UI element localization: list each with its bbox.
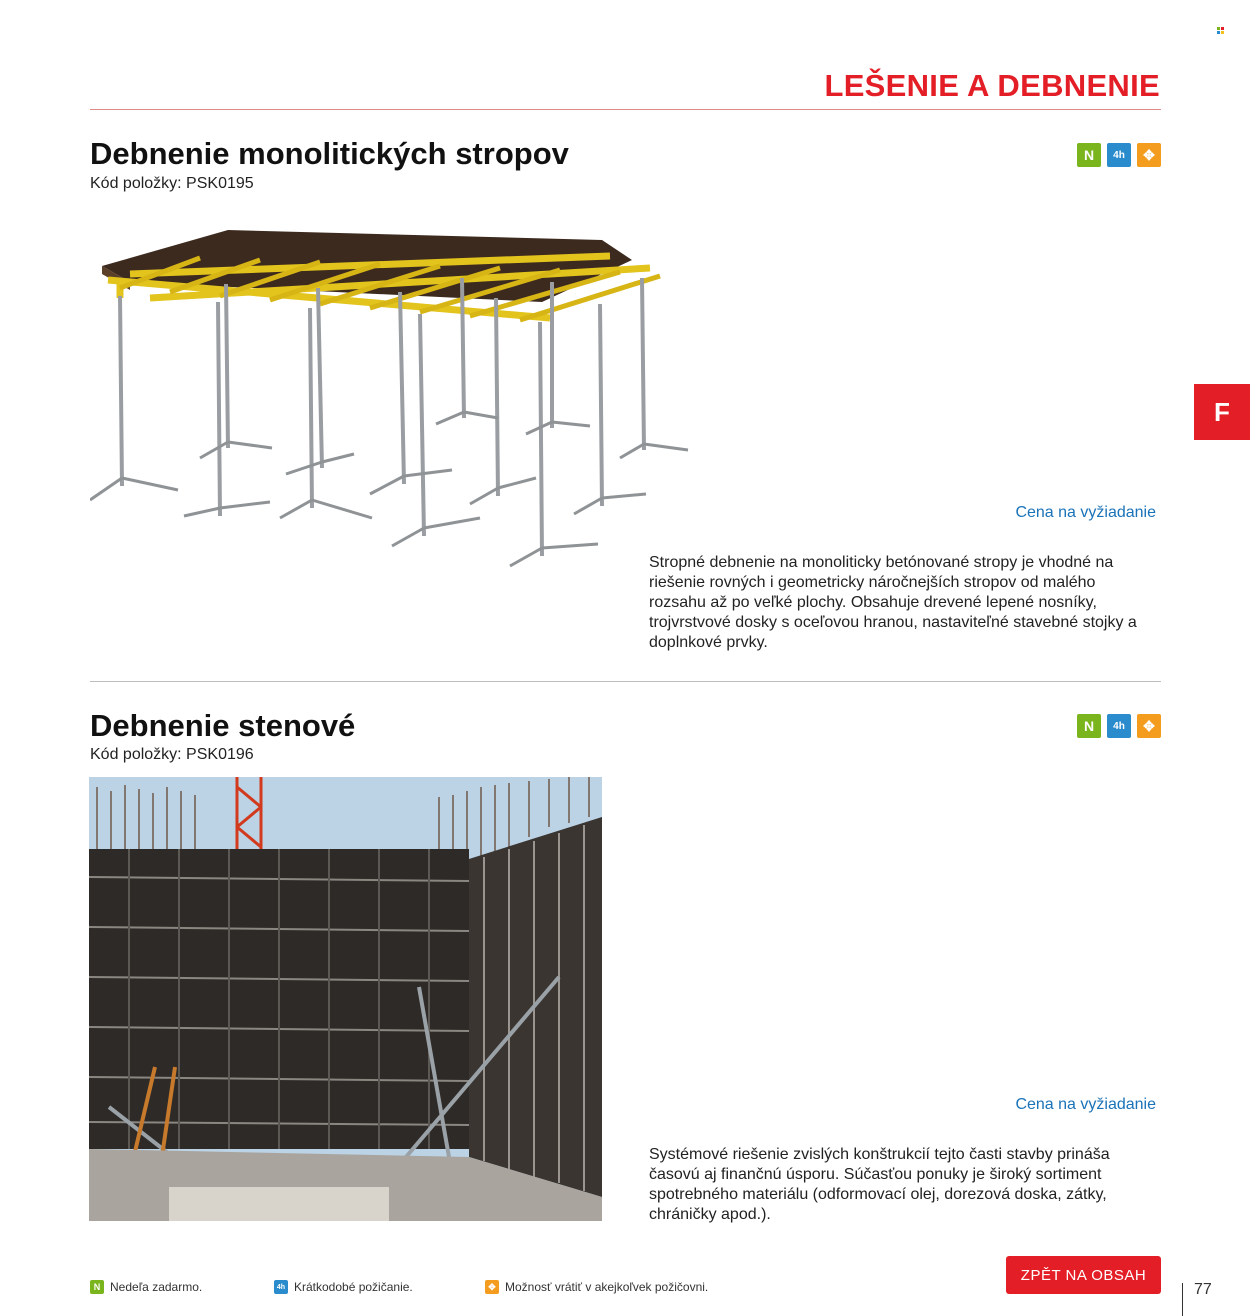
return-anywhere-icon: ✥ [485, 1280, 499, 1294]
wall-formwork-image [89, 777, 602, 1221]
product-code-wall: Kód položky: PSK0196 [90, 746, 254, 763]
short-rental-icon: 4h [1107, 143, 1131, 167]
section-divider [90, 681, 1161, 682]
price-on-request-ceiling: Cena na vyžiadanie [1015, 504, 1156, 521]
feature-badges-ceiling [1077, 143, 1161, 167]
legend-text: Krátkodobé požičanie. [294, 1280, 413, 1294]
legend-text: Nedeľa zadarmo. [110, 1280, 203, 1294]
return-anywhere-icon: ✥ [1137, 143, 1161, 167]
short-rental-icon: 4h [1107, 714, 1131, 738]
return-anywhere-icon: ✥ [1137, 714, 1161, 738]
short-rental-icon: 4h [274, 1280, 288, 1294]
product-description-ceiling: Stropné debnenie na monoliticky betónované stropy je vhodné na riešenie rovných i geometricky náročnejších stropov od malého rozsahu až po veľké plochy. Obsahuje drevené lepené nosníky, trojvrstvové dosky s oceľovou hranou, nastaviteľné stavebné stojky a doplnkové prvky. [649, 554, 1137, 651]
feature-badges-wall [1077, 714, 1161, 738]
legend-item-return [485, 1280, 708, 1294]
ceiling-formwork-image [90, 218, 692, 570]
sunday-free-icon: N [1077, 714, 1101, 738]
sunday-free-icon: N [1077, 143, 1101, 167]
color-mark-icon [1217, 27, 1225, 34]
header-divider [90, 109, 1161, 110]
category-title: LEŠENIE A DEBNENIE [824, 68, 1160, 103]
product-title-ceiling: Debnenie monolitických stropov [90, 136, 569, 171]
page-number: 77 [1194, 1281, 1212, 1298]
price-on-request-wall: Cena na vyžiadanie [1015, 1096, 1156, 1113]
sunday-free-icon: N [90, 1280, 104, 1294]
page-number-divider [1182, 1283, 1183, 1316]
legend-item-short-rental [274, 1280, 413, 1294]
product-description-wall: Systémové riešenie zvislých konštrukcií tejto časti stavby prináša časovú aj finančnú úsporu. Súčasťou ponuky je široký sortiment spotrebného materiálu (odformovací olej, dorezová doska, zátky, chráničky apod.). [649, 1146, 1110, 1223]
product-title-wall: Debnenie stenové [90, 708, 356, 743]
section-tab-f[interactable]: F [1194, 384, 1250, 440]
legend-text: Možnosť vrátiť v akejkoľvek požičovni. [505, 1280, 709, 1294]
legend-item-sunday [90, 1280, 202, 1294]
back-to-contents-button[interactable]: ZPĚT NA OBSAH [1006, 1256, 1161, 1294]
product-code-ceiling: Kód položky: PSK0195 [90, 175, 254, 192]
